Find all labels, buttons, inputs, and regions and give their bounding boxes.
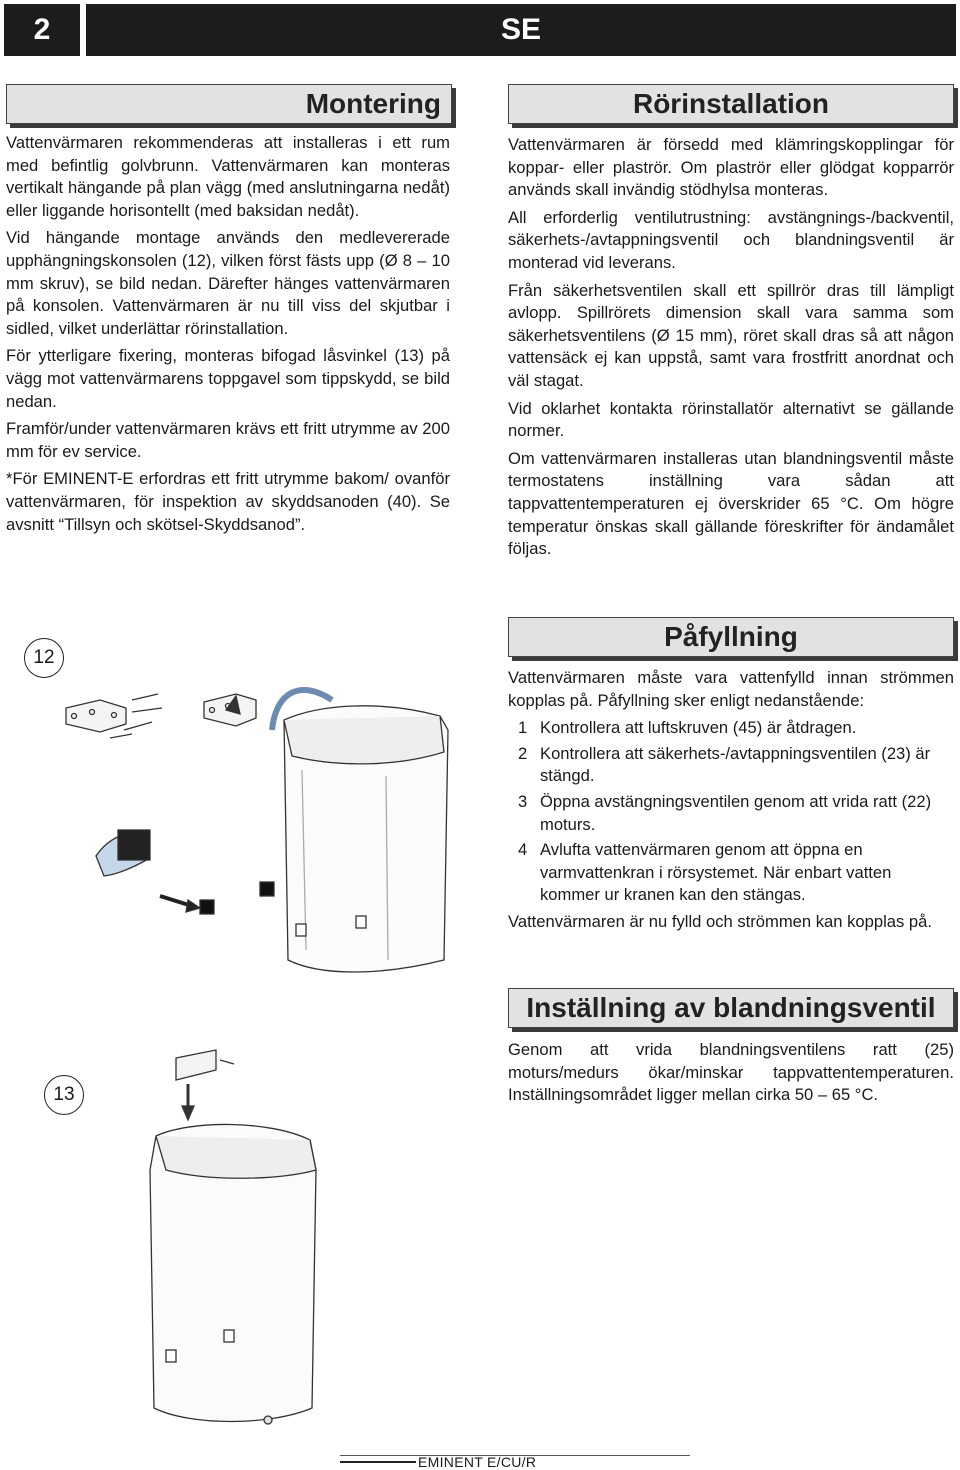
rorinstallation-body [508, 134, 954, 566]
list-item [508, 839, 954, 907]
blandningsventil-text: Genom att vrida blandningsventilens ratt (25) moturs/medurs ökar/minskar tappvattentemperaturen. Inställningsområdet ligger mellan cirka 50 – 65 °C. [508, 1040, 954, 1105]
montering-paragraph: För ytterligare fixering, monteras bifogad låsvinkel (13) på vägg mot vattenvärmarens toppgavel som tippskydd, se bild nedan. [6, 346, 450, 411]
rorinstallation-paragraph: All erforderlig ventilutrustning: avstängnings-/backventil, säkerhets-/avtappningsventil och blandningsventil är monterad vid leverans. [508, 207, 954, 272]
figure-12-label: 12 [24, 638, 64, 678]
pafyllning-steps [508, 717, 954, 907]
step-number: 1 [518, 718, 528, 738]
pafyllning-body [508, 667, 954, 939]
footer-rule-accent [340, 1461, 416, 1463]
rorinstallation-paragraph: Från säkerhetsventilen skall ett spillrör dras till lämpligt avlopp. Spillrörets dimension skall vara samma som säkerhetsventilens (Ø 15 mm), röret skall dras så att någon vattensäck ej kan uppstå, samt vara frostfritt anordnat och väl stagat. [508, 280, 954, 390]
step-text: Avlufta vattenvärmaren genom att öppna en varmvattenkran i rörsystemet. När enbart vatten kommer ur kranen kan den stängas. [540, 840, 892, 905]
step-number: 3 [518, 791, 528, 811]
montering-paragraph: Vid hängande montage används den medlevererade upphängningskonsolen (12), vilken först fästs upp (Ø 8 – 10 mm skruv), se bild nedan. Därefter hänges vattenvärmaren på konsolen. Vattenvärmaren är nu till viss del skjutbar i sidled, vilket underlättar rörinstallation. [6, 228, 450, 338]
montering-body [6, 132, 450, 541]
montering-paragraph: Framför/under vattenvärmaren krävs ett fritt utrymme av 200 mm för ev service. [6, 419, 450, 461]
step-number: 4 [518, 840, 528, 860]
step-text: Kontrollera att luftskruven (45) är åtdragen. [540, 718, 857, 738]
list-item [508, 743, 954, 788]
list-item [508, 717, 954, 740]
blandningsventil-body [508, 1039, 954, 1112]
page-footer [0, 1453, 960, 1469]
montering-paragraph: Vattenvärmaren rekommenderas att installeras i ett rum med befintlig golvbrunn. Vattenvärmaren kan monteras vertikalt hängande på plan vägg (med anslutningarna nedåt) eller liggande horisontellt (med baksidan nedåt). [6, 133, 450, 220]
step-text: Kontrollera att säkerhets-/avtappningsventilen (23) är stängd. [540, 743, 931, 786]
rorinstallation-heading: Rörinstallation [508, 84, 954, 124]
rorinstallation-paragraph: Vattenvärmaren är försedd med klämringskopplingar för koppar- eller plaströr. Om plaströr eller glödgat kopparrör används skall invändig stödhylsa monteras. [508, 135, 954, 200]
step-text: Öppna avstängningsventilen genom att vrida ratt (22) moturs. [540, 791, 932, 834]
figure-13-tilt-guard-illustration [130, 1040, 330, 1440]
language-header: SE [86, 4, 956, 56]
montering-paragraph: *För EMINENT-E erfordras ett fritt utrymme bakom/ ovanför vattenvärmaren, för inspektion av skyddsanoden (40). Se avsnitt “Tillsyn och skötsel-Skyddsanod”. [6, 469, 450, 534]
step-number: 2 [518, 743, 528, 763]
rorinstallation-paragraph: Om vattenvärmaren installeras utan blandningsventil måste termostatens inställning vara sådan att tappvattentemperaturen ej överskrider 65 °C. Om högre temperatur önskas skall gällande föreskrifter för ändamålet följas. [508, 448, 954, 559]
list-item [508, 791, 954, 836]
footer-brand: EMINENT E/CU/R [418, 1454, 537, 1470]
blandningsventil-heading: Inställning av blandningsventil [508, 988, 954, 1028]
page-number: 2 [4, 4, 80, 56]
pafyllning-outro: Vattenvärmaren är nu fylld och strömmen kan kopplas på. [508, 911, 932, 931]
pafyllning-heading: Påfyllning [508, 617, 954, 657]
pafyllning-intro: Vattenvärmaren måste vara vattenfylld innan strömmen kopplas på. Påfyllning sker enligt nedanstående: [508, 668, 954, 710]
rorinstallation-paragraph: Vid oklarhet kontakta rörinstallatör alternativt se gällande normer. [508, 398, 954, 441]
figure-12-wall-bracket-illustration [40, 660, 470, 1000]
montering-heading: Montering [6, 84, 452, 124]
figure-13-label: 13 [44, 1075, 84, 1115]
